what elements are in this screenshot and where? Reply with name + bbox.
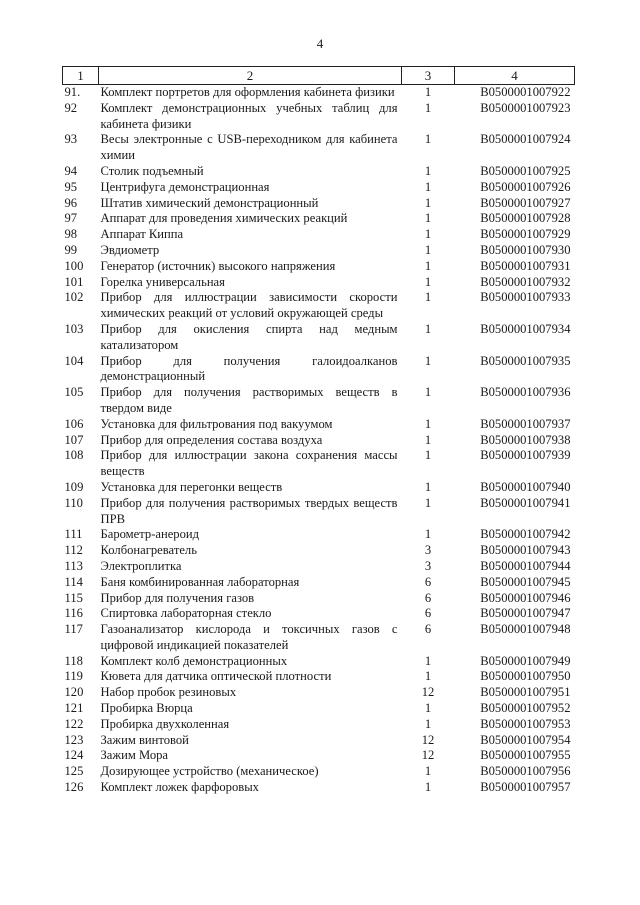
row-number: 109 [64, 479, 84, 494]
item-quantity: 1 [424, 669, 432, 684]
item-name: Баня комбинированная лабораторная [100, 574, 300, 589]
item-name: Дозирующее устройство (механическое) [100, 764, 319, 779]
table-row [63, 717, 575, 733]
item-name: Кювета для датчика оптической плотности [100, 669, 332, 684]
item-name: Комплект ложек фарфоровых [100, 780, 259, 795]
inventory-code: B0500001007949 [480, 653, 571, 668]
item-quantity: 6 [424, 590, 432, 605]
item-quantity: 1 [424, 195, 432, 210]
row-number: 95 [64, 179, 78, 194]
row-number: 103 [64, 321, 84, 336]
table-row [63, 748, 575, 764]
item-quantity: 6 [424, 606, 432, 621]
item-quantity: 1 [424, 495, 432, 510]
inventory-code: B0500001007950 [480, 669, 571, 684]
table-row [63, 575, 575, 591]
column-header-number: 1 [63, 67, 99, 85]
item-name: Столик подъемный [100, 163, 204, 178]
header-row [63, 67, 575, 85]
inventory-code: B0500001007932 [480, 274, 571, 289]
inventory-code: B0500001007938 [480, 432, 571, 447]
item-name: Установка для перегонки веществ [100, 479, 283, 494]
inventory-code: B0500001007957 [480, 780, 571, 795]
item-name: Пробирка двухколенная [100, 716, 230, 731]
table-row [63, 606, 575, 622]
item-quantity: 1 [424, 716, 432, 731]
inventory-code: B0500001007933 [480, 290, 571, 305]
row-number: 124 [64, 748, 84, 763]
item-quantity: 1 [424, 85, 432, 99]
table-row [63, 669, 575, 685]
row-number: 99 [64, 242, 78, 257]
item-quantity: 1 [424, 653, 432, 668]
item-name: Эвдиометр [100, 242, 160, 257]
row-number: 122 [64, 716, 84, 731]
item-quantity: 1 [424, 479, 432, 494]
item-quantity: 12 [421, 732, 435, 747]
table-header [63, 67, 575, 85]
row-number: 107 [64, 432, 84, 447]
item-name: Комплект портретов для оформления кабинета физики [100, 85, 395, 99]
item-quantity: 6 [424, 574, 432, 589]
item-name: Электроплитка [100, 558, 182, 573]
row-number: 113 [64, 558, 83, 573]
item-quantity: 1 [424, 290, 432, 305]
table-row [63, 227, 575, 243]
inventory-code: B0500001007939 [480, 448, 571, 463]
row-number: 114 [64, 574, 83, 589]
table-row [63, 701, 575, 717]
table-row [63, 591, 575, 607]
column-header-name: 2 [99, 67, 402, 85]
item-quantity: 1 [424, 385, 432, 400]
inventory-code: B0500001007923 [480, 100, 571, 115]
inventory-code: B0500001007926 [480, 179, 571, 194]
item-name: Прибор для иллюстрации закона сохранения массы веществ [100, 448, 398, 479]
item-name: Зажим винтовой [100, 732, 189, 747]
inventory-code: B0500001007934 [480, 321, 571, 336]
item-name: Аппарат Киппа [100, 227, 184, 242]
table-row [63, 180, 575, 196]
row-number: 126 [64, 780, 84, 795]
inventory-code: B0500001007929 [480, 227, 571, 242]
item-name: Спиртовка лабораторная стекло [100, 606, 272, 621]
item-quantity: 1 [424, 179, 432, 194]
row-number: 117 [64, 622, 83, 637]
table-row [63, 559, 575, 575]
row-number: 97 [64, 211, 78, 226]
table-row [63, 354, 575, 386]
table-row [63, 733, 575, 749]
inventory-code: B0500001007945 [480, 574, 571, 589]
item-name: Комплект колб демонстрационных [100, 653, 288, 668]
row-number: 123 [64, 732, 84, 747]
item-quantity: 1 [424, 132, 432, 147]
row-number: 121 [64, 701, 84, 716]
item-quantity: 1 [424, 321, 432, 336]
table-row [63, 275, 575, 291]
item-quantity: 1 [424, 432, 432, 447]
row-number: 94 [64, 163, 78, 178]
item-name: Зажим Мора [100, 748, 169, 763]
inventory-code: B0500001007943 [480, 543, 571, 558]
inventory-code: B0500001007937 [480, 416, 571, 431]
inventory-code: B0500001007930 [480, 242, 571, 257]
item-name: Весы электронные с USB-переходником для кабинета химии [100, 132, 398, 163]
item-quantity: 1 [424, 274, 432, 289]
row-number: 105 [64, 385, 84, 400]
table-row [63, 448, 575, 480]
table-row [63, 543, 575, 559]
inventory-code: B0500001007940 [480, 479, 571, 494]
inventory-code: B0500001007947 [480, 606, 571, 621]
item-name: Прибор для получения галоидоалканов демонстрационный [100, 353, 398, 384]
table-row [63, 527, 575, 543]
item-name: Генератор (источник) высокого напряжения [100, 258, 336, 273]
inventory-code: B0500001007925 [480, 163, 571, 178]
inventory-code: B0500001007922 [480, 85, 571, 99]
table-row [63, 433, 575, 449]
table-row [63, 685, 575, 701]
inventory-code: B0500001007951 [480, 685, 571, 700]
item-name: Прибор для окисления спирта над медным катализатором [100, 321, 398, 352]
item-quantity: 12 [421, 748, 435, 763]
table-row [63, 654, 575, 670]
row-number: 119 [64, 669, 83, 684]
item-quantity: 1 [424, 780, 432, 795]
table-row [63, 290, 575, 322]
column-header-quantity: 3 [402, 67, 455, 85]
item-quantity: 6 [424, 622, 432, 637]
row-number: 93 [64, 132, 78, 147]
item-name: Установка для фильтрования под вакуумом [100, 416, 333, 431]
item-name: Набор пробок резиновых [100, 685, 237, 700]
item-name: Центрифуга демонстрационная [100, 179, 270, 194]
inventory-code: B0500001007927 [480, 195, 571, 210]
table-body [63, 85, 575, 796]
inventory-table [62, 66, 575, 796]
table-row [63, 764, 575, 780]
item-quantity: 1 [424, 764, 432, 779]
table-row [63, 101, 575, 133]
row-number: 118 [64, 653, 83, 668]
row-number: 98 [64, 227, 78, 242]
table-row [63, 385, 575, 417]
item-name: Прибор для получения растворимых веществ в твердом виде [100, 385, 398, 415]
table-row [63, 496, 575, 528]
item-name: Прибор для получения газов [100, 590, 255, 605]
inventory-code: B0500001007948 [480, 622, 571, 637]
inventory-code: B0500001007952 [480, 701, 571, 716]
item-name: Штатив химический демонстрационный [100, 195, 319, 210]
table-row [63, 480, 575, 496]
item-quantity: 1 [424, 416, 432, 431]
row-number: 112 [64, 543, 83, 558]
row-number: 115 [64, 590, 83, 605]
table-row [63, 211, 575, 227]
inventory-code: B0500001007942 [480, 527, 571, 542]
item-name: Газоанализатор кислорода и токсичных газов с цифровой индикацией показателей [100, 622, 398, 652]
inventory-code: B0500001007936 [480, 385, 571, 400]
item-quantity: 12 [421, 685, 435, 700]
table-row [63, 622, 575, 654]
inventory-code: B0500001007944 [480, 558, 571, 573]
item-quantity: 3 [424, 543, 432, 558]
inventory-code: B0500001007953 [480, 716, 571, 731]
item-name: Прибор для иллюстрации зависимости скорости химических реакций от условий окружающей среды [100, 290, 398, 321]
row-number: 110 [64, 495, 83, 510]
item-quantity: 1 [424, 163, 432, 178]
inventory-code: B0500001007954 [480, 732, 571, 747]
table-row [63, 417, 575, 433]
table-row [63, 322, 575, 354]
inventory-code: B0500001007931 [480, 258, 571, 273]
inventory-code: B0500001007941 [480, 495, 571, 510]
table-row [63, 259, 575, 275]
inventory-code: B0500001007935 [480, 353, 571, 368]
item-name: Горелка универсальная [100, 274, 225, 289]
table-row [63, 85, 575, 101]
item-name: Прибор для получения растворимых твердых веществ ПРВ [100, 495, 398, 526]
item-quantity: 1 [424, 242, 432, 257]
row-number: 116 [64, 606, 83, 621]
row-number: 102 [64, 290, 84, 305]
table-row [63, 196, 575, 212]
row-number: 100 [64, 258, 84, 273]
row-number: 92 [64, 100, 78, 115]
item-name: Пробирка Вюрца [100, 701, 193, 716]
table-row [63, 780, 575, 796]
item-quantity: 1 [424, 701, 432, 716]
inventory-code: B0500001007928 [480, 211, 571, 226]
item-name: Колбонагреватель [100, 543, 197, 558]
table-row [63, 243, 575, 259]
inventory-code: B0500001007955 [480, 748, 571, 763]
row-number: 125 [64, 764, 84, 779]
table-row [63, 164, 575, 180]
item-quantity: 1 [424, 353, 432, 368]
row-number: 111 [64, 527, 83, 542]
item-quantity: 1 [424, 100, 432, 115]
column-header-inventory-code: 4 [455, 67, 575, 85]
row-number: 106 [64, 416, 84, 431]
inventory-code: B0500001007956 [480, 764, 571, 779]
item-quantity: 1 [424, 448, 432, 463]
item-quantity: 1 [424, 227, 432, 242]
item-name: Прибор для определения состава воздуха [100, 432, 323, 447]
page-number: 4 [316, 36, 324, 51]
item-quantity: 1 [424, 527, 432, 542]
item-name: Аппарат для проведения химических реакций [100, 211, 348, 226]
inventory-code: B0500001007946 [480, 590, 571, 605]
item-quantity: 3 [424, 558, 432, 573]
row-number: 120 [64, 685, 84, 700]
inventory-code: B0500001007924 [480, 132, 571, 147]
table-row [63, 132, 575, 164]
row-number: 96 [64, 195, 78, 210]
item-name: Комплект демонстрационных учебных таблиц для кабинета физики [100, 100, 398, 131]
row-number: 108 [64, 448, 84, 463]
item-quantity: 1 [424, 258, 432, 273]
item-quantity: 1 [424, 211, 432, 226]
row-number: 101 [64, 274, 84, 289]
row-number: 91. [64, 85, 81, 99]
row-number: 104 [64, 353, 84, 368]
item-name: Барометр-анероид [100, 527, 200, 542]
